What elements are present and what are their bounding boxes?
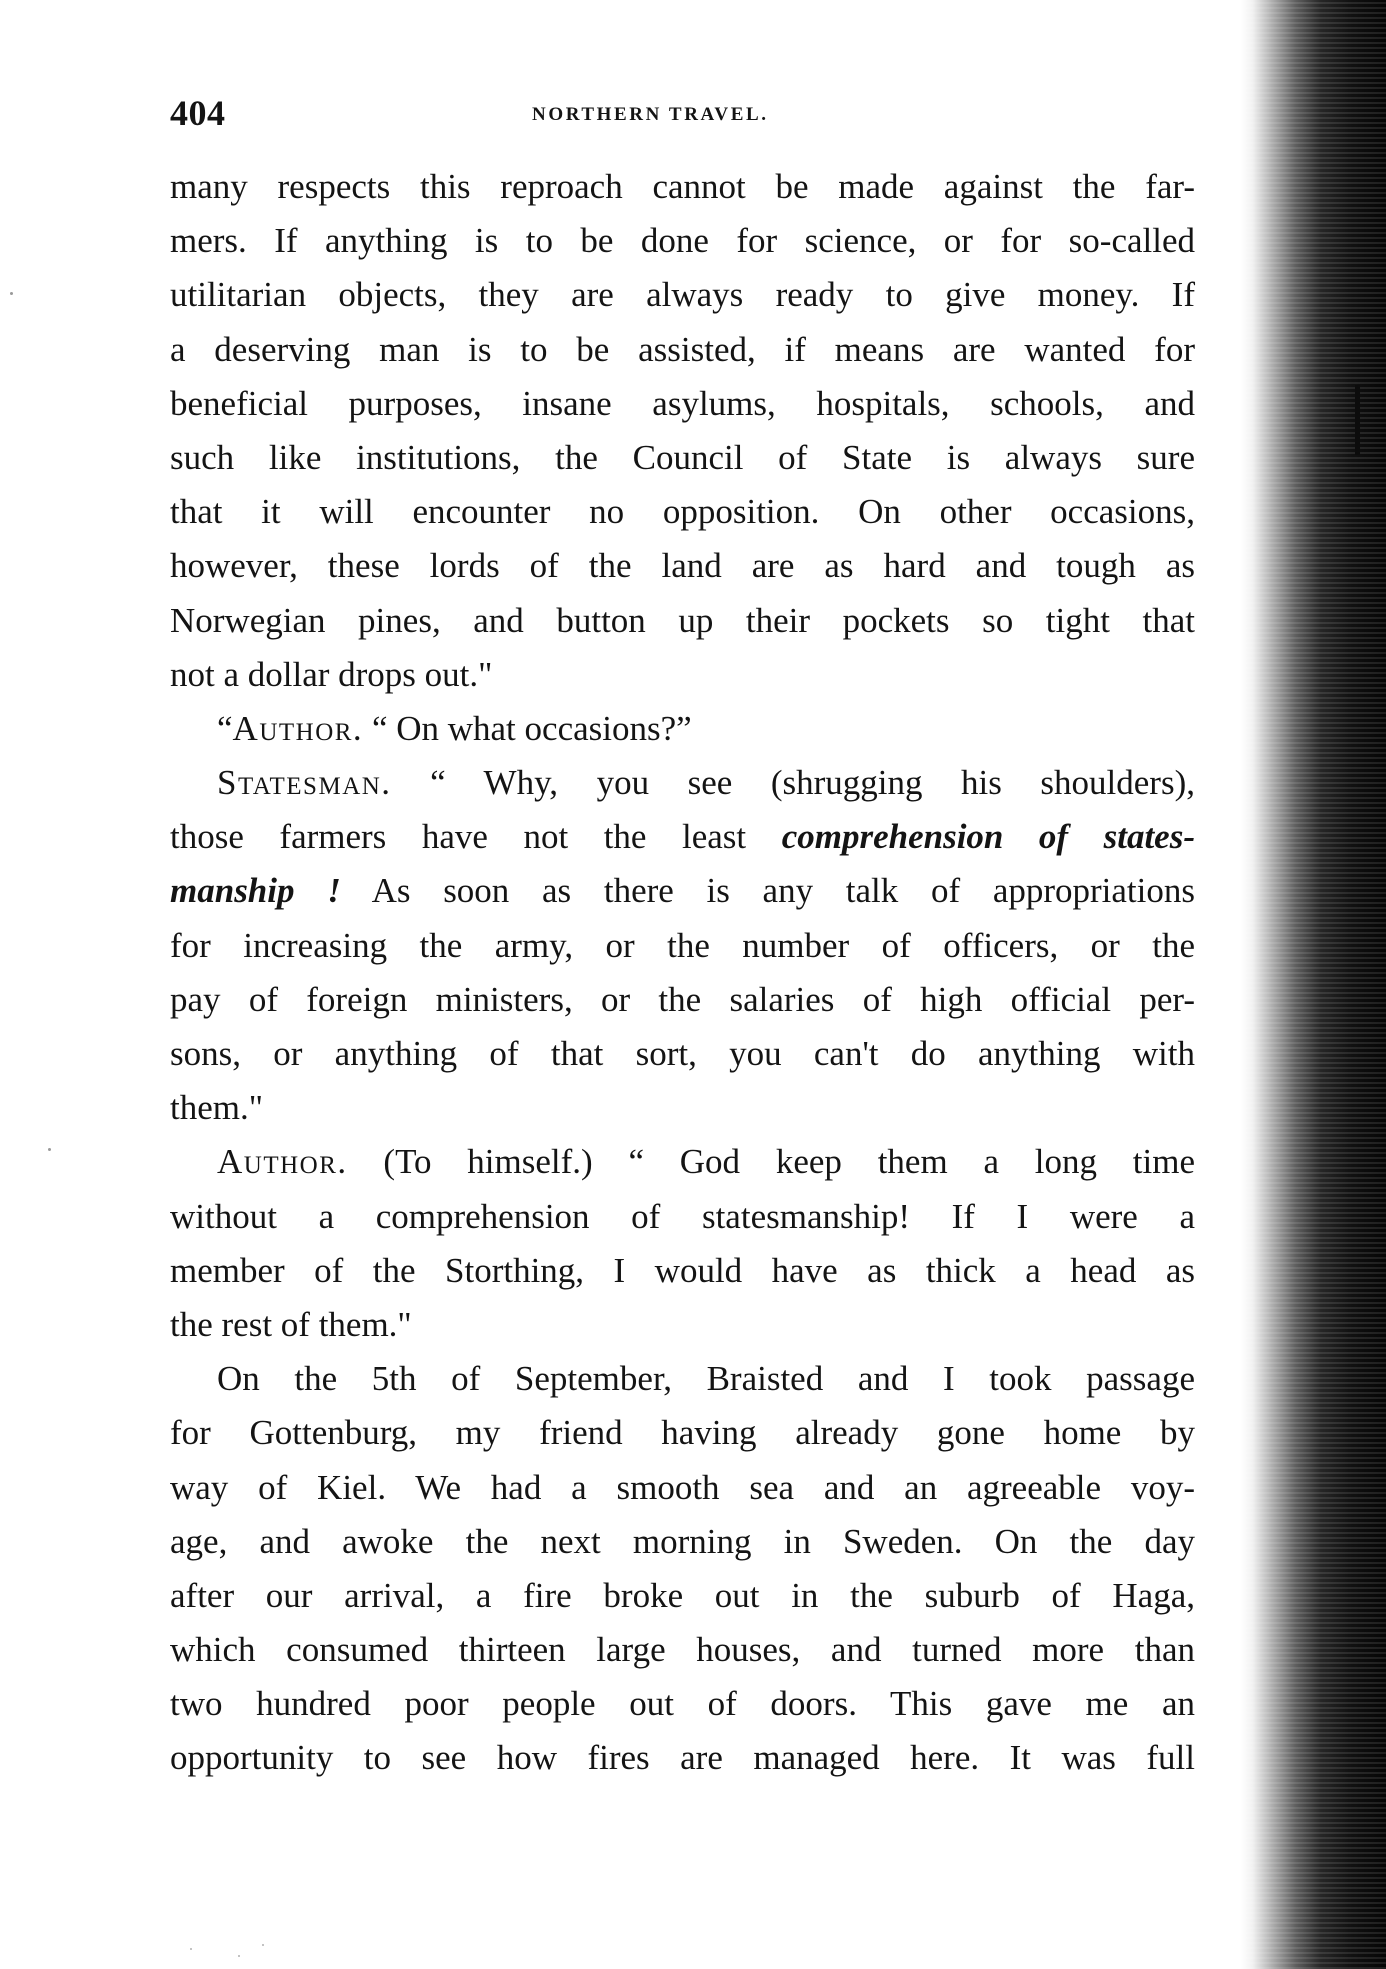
dialogue-text: “ Why, you see (shrugging his shoulders), [391,763,1195,803]
text-line: sons, or anything of that sort, you can't do anything with [170,1034,1195,1073]
page-number: 404 [170,93,226,133]
gutter-speck [48,1148,51,1151]
binding-mark [1355,385,1360,455]
text-line: age, and awoke the next morning in Sweden. On the day [170,1521,1195,1561]
bottom-speck [262,1944,264,1946]
text-line [170,864,1195,918]
text-line: way of Kiel. We had a smooth sea and an agreeable voy- [170,1467,1195,1507]
text-line: which consumed thirteen large houses, and turned more than [170,1630,1195,1670]
emphasis-text: comprehension of states- [781,817,1195,857]
running-title: NORTHERN TRAVEL. [532,104,769,125]
text-line: that it will encounter no opposition. On other occasions, [170,492,1195,532]
dialogue-author-question [170,702,1195,756]
text-line: mers. If anything is to be done for science, or for so-called [170,221,1195,261]
bottom-speck [238,1955,240,1957]
dialogue-author [170,1135,1195,1189]
text-line: however, these lords of the land are as hard and tough as [170,546,1195,586]
body-text [170,160,1195,1786]
text-line: pay of foreign ministers, or the salaries of high official per- [170,979,1195,1019]
text-line: beneficial purposes, insane asylums, hospitals, schools, and [170,383,1195,423]
dialogue-statesman [170,756,1195,810]
text-line: such like institutions, the Council of State is always sure [170,437,1195,477]
text-line: them." [170,1088,264,1128]
text-line: many respects this reproach cannot be made against the far- [170,167,1195,206]
speaker-author: Author. [232,708,364,748]
text-line: Norwegian pines, and button up their pockets so tight that [170,600,1195,640]
text-line: a deserving man is to be assisted, if means are wanted for [170,329,1195,369]
bottom-speck [190,1948,192,1950]
text-line: member of the Storthing, I would have as thick a head as [170,1250,1195,1290]
text-line: the rest of them." [170,1304,412,1344]
plain-text: As soon as there is any talk of appropriations [340,871,1195,911]
text-line: not a dollar drops out." [170,654,493,694]
text-line: two hundred poor people out of doors. This gave me an [170,1684,1195,1724]
speaker-author: Author. [217,1142,348,1182]
emphasis-text: manship ! [170,871,341,911]
text-line [170,810,1195,864]
dialogue-text: (To himself.) “ God keep them a long time [347,1142,1195,1182]
speaker-statesman: Statesman. [217,763,392,803]
gutter-speck [10,292,13,295]
text-line: for increasing the army, or the number of officers, or the [170,925,1195,965]
plain-text: those farmers have not the least [170,817,782,857]
binding-shadow [1241,0,1386,1969]
running-head [170,92,1195,138]
text-line: after our arrival, a fire broke out in the suburb of Haga, [170,1575,1195,1615]
text-line: without a comprehension of statesmanship! If I were a [170,1196,1195,1236]
text-line: utilitarian objects, they are always ready to give money. If [170,275,1195,315]
open-quote: “ [217,708,233,748]
dialogue-text: “ On what occasions?” [363,708,692,748]
text-line: for Gottenburg, my friend having already gone home by [170,1413,1195,1453]
paragraph-start: On the 5th of September, Braisted and I took passage [217,1359,1195,1399]
text-line: opportunity to see how fires are managed here. It was full [170,1738,1195,1778]
